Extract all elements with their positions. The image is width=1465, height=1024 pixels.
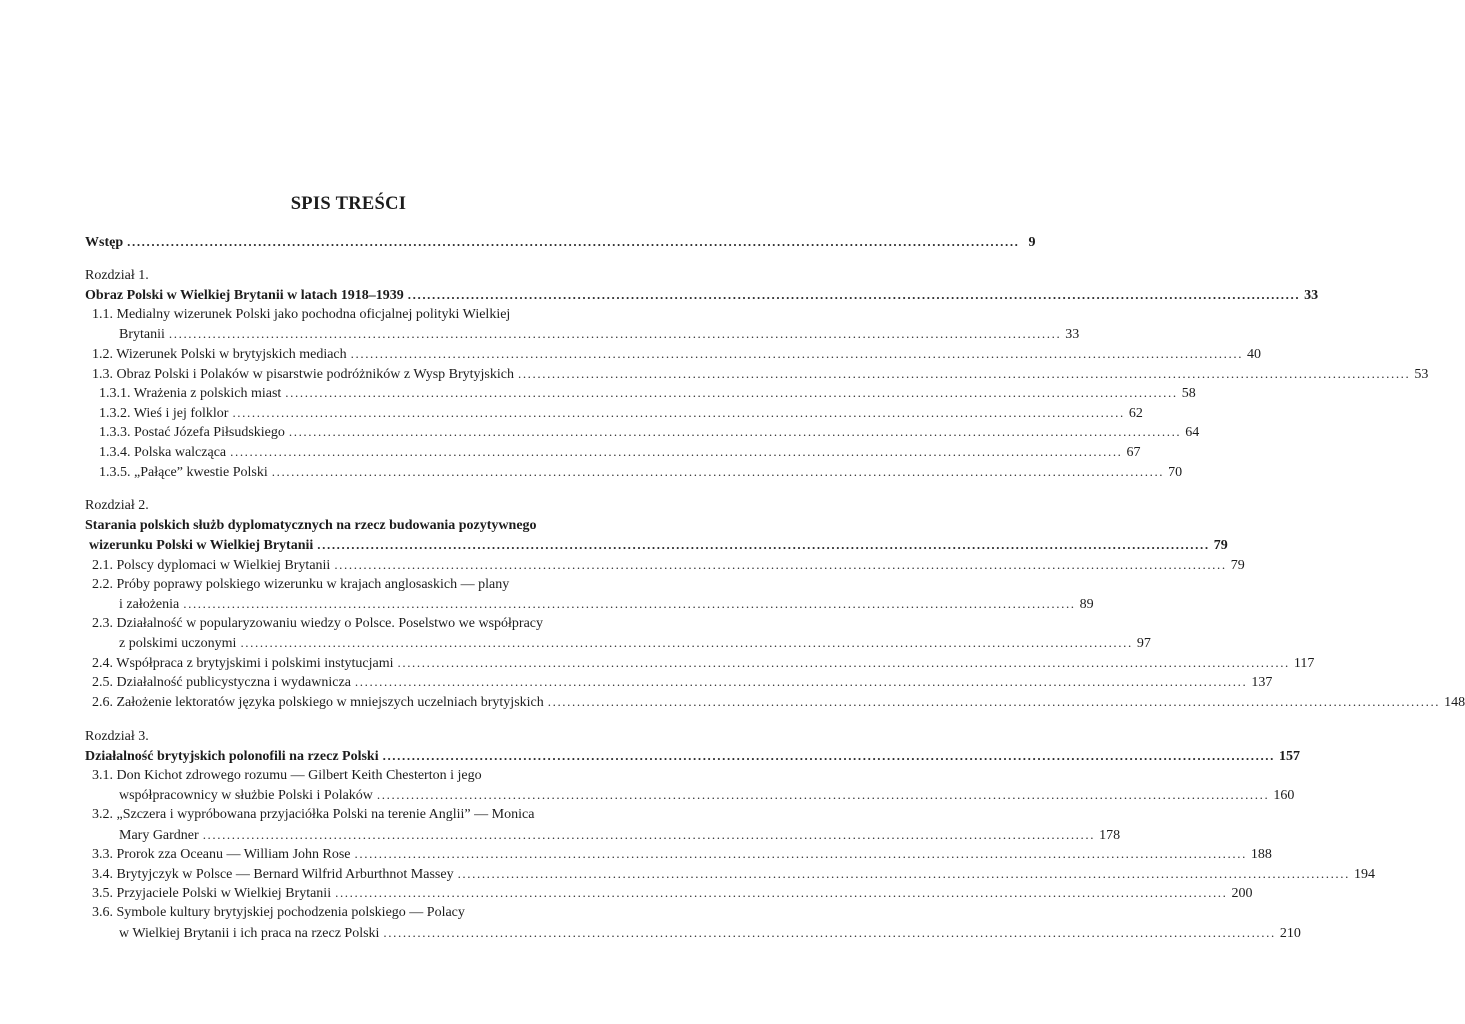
dot-leader: ........................................................................................................................................................................................ [288, 424, 1182, 440]
toc-page-number: 200 [1231, 886, 1253, 902]
dot-leader: ........................................................................................................................................................................................ [354, 846, 1247, 862]
toc-page-number: 33 [1065, 327, 1080, 343]
toc-entry[interactable]: 3.3. Prorok zza Oceanu — William John Rose ........................................................................................................................................................................................ 188 [85, 844, 628, 864]
toc-page-number: 89 [1079, 597, 1094, 613]
dot-leader: ........................................................................................................................................................................................ [547, 694, 1441, 710]
toc-entry[interactable]: 1.1. Medialny wizerunek Polski jako pochodna oficjalnej polityki Wielkiej [92, 306, 511, 322]
toc-page-number: 53 [1414, 366, 1429, 382]
toc-entry[interactable]: 1.3.4. Polska walcząca ........................................................................................................................................................................................ 67 [85, 442, 628, 462]
toc-entry[interactable]: 3.5. Przyjaciele Polski w Wielkiej Brytanii ........................................................................................................................................................................................ 200 [85, 883, 628, 903]
toc-entry[interactable]: 2.1. Polscy dyplomaci w Wielkiej Brytanii ........................................................................................................................................................................................ 79 [85, 555, 628, 575]
dot-leader: ........................................................................................................................................................................................ [285, 385, 1178, 401]
dot-leader: ........................................................................................................................................................................................ [127, 234, 1020, 249]
toc-entry[interactable]: 2.6. Założenie lektoratów języka polskiego w mniejszych uczelniach brytyjskich ........................................................................................................................................................................................ 148 [85, 692, 628, 712]
dot-leader: ........................................................................................................................................................................................ [183, 596, 1076, 612]
toc-chapter-title[interactable]: Obraz Polski w Wielkiej Brytanii w latach 1918–1939 ........................................................................................................................................................................................ 33 [85, 285, 628, 305]
dot-leader: ........................................................................................................................................................................................ [407, 287, 1301, 303]
toc-page-number: 148 [1444, 695, 1465, 711]
dot-leader: ........................................................................................................................................................................................ [354, 674, 1248, 690]
toc-page-number: 58 [1181, 386, 1196, 402]
toc-entry[interactable]: 1.3.1. Wrażenia z polskich miast ........................................................................................................................................................................................ 58 [85, 383, 628, 403]
dot-leader: ........................................................................................................................................................................................ [397, 654, 1290, 670]
toc-page-number: 160 [1273, 788, 1295, 804]
table-of-contents [85, 232, 1465, 942]
dot-leader: ........................................................................................................................................................................................ [457, 865, 1350, 881]
toc-page-number: 137 [1251, 675, 1273, 691]
toc-entry[interactable]: 2.3. Działalność w popularyzowaniu wiedzy o Polsce. Poselstwo we współpracy [92, 615, 544, 631]
toc-entry-continuation[interactable]: Brytanii ........................................................................................................................................................................................ 33 [85, 324, 628, 344]
toc-page-number: 157 [1279, 749, 1301, 765]
toc-page-number: 62 [1128, 405, 1143, 421]
dot-leader: ........................................................................................................................................................................................ [232, 404, 1125, 420]
chapter-label: Rozdział 2. [85, 498, 149, 514]
toc-entry[interactable]: 2.4. Współpraca z brytyjskimi i polskimi instytucjami ........................................................................................................................................................................................ 117 [85, 653, 628, 673]
toc-entry-continuation[interactable]: z polskimi uczonymi ........................................................................................................................................................................................ 97 [85, 633, 628, 653]
toc-page-number: 210 [1279, 925, 1301, 941]
toc-entry-text: Wstęp [85, 235, 124, 250]
toc-entry-continuation[interactable]: współpracownicy w służbie Polski i Polaków ........................................................................................................................................................................................ 160 [85, 785, 628, 805]
toc-entry[interactable]: 3.1. Don Kichot zdrowego rozumu — Gilbert Keith Chesterton i jego [92, 767, 482, 783]
dot-leader: ........................................................................................................................................................................................ [376, 787, 1270, 803]
dot-leader: ........................................................................................................................................................................................ [382, 748, 1276, 764]
toc-entry[interactable]: 1.3.3. Postać Józefa Piłsudskiego ........................................................................................................................................................................................ 64 [85, 422, 628, 442]
toc-page-number: 178 [1099, 827, 1121, 843]
toc-entry[interactable]: 1.3.2. Wieś i jej folklor ........................................................................................................................................................................................ 62 [85, 403, 628, 423]
toc-page-number: 79 [1230, 557, 1245, 573]
chapter-label: Rozdział 3. [85, 728, 149, 744]
dot-leader: ........................................................................................................................................................................................ [335, 885, 1228, 901]
toc-page-number: 33 [1304, 288, 1319, 304]
toc-entry[interactable]: 1.3.5. „Pałące” kwestie Polski ........................................................................................................................................................................................ 70 [85, 462, 628, 482]
toc-page-number: 79 [1213, 538, 1228, 554]
dot-leader: ........................................................................................................................................................................................ [517, 365, 1411, 381]
toc-entry[interactable]: 2.5. Działalność publicystyczna i wydawnicza ........................................................................................................................................................................................ 137 [85, 672, 628, 692]
chapter-label: Rozdział 1. [85, 267, 149, 283]
toc-entry[interactable]: 1.2. Wizerunek Polski w brytyjskich mediach ........................................................................................................................................................................................ 40 [85, 344, 628, 364]
toc-chapter-title[interactable]: Działalność brytyjskich polonofili na rzecz Polski ........................................................................................................................................................................................ 157 [85, 746, 628, 766]
toc-entry-intro[interactable] [85, 232, 1036, 252]
dot-leader: ........................................................................................................................................................................................ [383, 924, 1276, 940]
toc-entry[interactable]: 2.2. Próby poprawy polskiego wizerunku w krajach anglosaskich — plany [92, 576, 510, 592]
toc-entry-continuation[interactable]: w Wielkiej Brytanii i ich praca na rzecz Polski ........................................................................................................................................................................................ 210 [85, 923, 628, 943]
dot-leader: ........................................................................................................................................................................................ [350, 345, 1244, 361]
toc-page-number: 70 [1168, 464, 1183, 480]
dot-leader: ........................................................................................................................................................................................ [240, 635, 1133, 651]
toc-entry[interactable]: 3.2. „Szczera i wypróbowana przyjaciółka Polski na terenie Anglii” — Monica [92, 807, 535, 823]
toc-entry-continuation[interactable]: i założenia ........................................................................................................................................................................................ 89 [85, 594, 628, 614]
toc-entry-continuation[interactable]: Mary Gardner ........................................................................................................................................................................................ 178 [85, 825, 628, 845]
toc-page-number: 64 [1185, 425, 1200, 441]
dot-leader: ........................................................................................................................................................................................ [230, 443, 1123, 459]
dot-leader: ........................................................................................................................................................................................ [334, 556, 1227, 572]
dot-leader: ........................................................................................................................................................................................ [317, 537, 1210, 553]
dot-leader: ........................................................................................................................................................................................ [271, 463, 1165, 479]
toc-entry[interactable]: 3.4. Brytyjczyk w Polsce — Bernard Wilfrid Arburthnot Massey ........................................................................................................................................................................................ 194 [85, 864, 628, 884]
toc-page-number: 194 [1353, 866, 1375, 882]
toc-chapter-title-continuation[interactable]: wizerunku Polski w Wielkiej Brytanii ........................................................................................................................................................................................ 79 [85, 535, 628, 555]
page-title: SPIS TREŚCI [290, 194, 407, 214]
toc-page-number: 40 [1247, 346, 1262, 362]
dot-leader: ........................................................................................................................................................................................ [202, 826, 1096, 842]
toc-chapter-title[interactable]: Starania polskich służb dyplomatycznych na rzecz budowania pozytywnego [85, 517, 537, 533]
toc-page-number: 67 [1126, 444, 1141, 460]
toc-page-number: 117 [1293, 655, 1315, 671]
dot-leader: ........................................................................................................................................................................................ [168, 326, 1062, 342]
toc-page-number: 188 [1250, 847, 1272, 863]
toc-entry[interactable]: 1.3. Obraz Polski i Polaków w pisarstwie podróżników z Wysp Brytyjskich ........................................................................................................................................................................................ 53 [85, 364, 628, 384]
toc-page-number: 9 [1028, 235, 1036, 250]
toc-entry[interactable]: 3.6. Symbole kultury brytyjskiej pochodzenia polskiego — Polacy [92, 905, 465, 920]
toc-page-number: 97 [1136, 636, 1151, 652]
